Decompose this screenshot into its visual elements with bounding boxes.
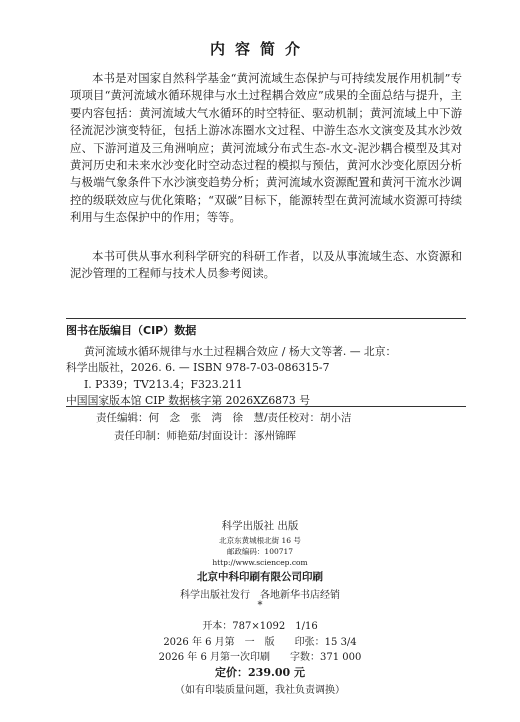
printing-line: 2026 年 6 月第一次印刷 字数：371 000 (158, 652, 362, 663)
intro-paragraph-2 (70, 248, 462, 283)
distribution-line: 科学出版社发行 各地新华书店经销 (180, 590, 340, 601)
format-line: 开本：787×1092 1/16 (202, 621, 318, 632)
printer-line: 北京中科印刷有限公司印刷 (197, 571, 323, 583)
cip-line-4: 中国国家版本馆 CIP 数据核字第 2026XZ6873 号 (66, 394, 311, 408)
edition-line: 2026 年 6 月第 一 版 印张：15 3/4 (163, 637, 357, 648)
quality-note: （如有印装质量问题，我社负责调换） (175, 685, 345, 696)
cip-line-1: 黄河流域水循环规律与水土过程耦合效应 / 杨大文等著. — 北京： (84, 344, 397, 358)
top-divider (66, 318, 466, 319)
publisher-website: http://www.sciencep.com (212, 558, 308, 567)
page-title: 内容简介 (209, 40, 310, 58)
cip-heading: 图书在版编目（CIP）数据 (66, 324, 197, 337)
publisher-postcode: 邮政编码：100717 (226, 547, 294, 556)
cip-line-3: I. P339；TV213.4；F323.211 (84, 377, 243, 391)
intro-text-2: 本书可供从事水利科学研究的科研工作者，以及从事流域生态、水资源和泥沙管理的工程师与技术人员参考阅读。 (70, 249, 462, 281)
price-line: 定价：239.00 元 (215, 666, 305, 679)
production-line: 责任印制：师艳茹/封面设计：涿州锦晖 (114, 430, 297, 442)
publisher-name: 科学出版社 出版 (221, 520, 299, 532)
editor-line: 责任编辑：何 念 张 湾 徐 慧/责任校对：胡小洁 (96, 412, 352, 424)
cip-line-2: 科学出版社，2026. 6. — ISBN 978-7-03-086315-7 (66, 361, 330, 375)
publisher-address: 北京东黄城根北街 16 号 (219, 536, 301, 545)
separator-star: * (257, 600, 263, 611)
bottom-divider (66, 406, 466, 407)
intro-text-1: 本书是对国家自然科学基金“黄河流域生态保护与可持续发展作用机制”专项项目“黄河流域水循环规律与水土过程耦合效应”成果的全面总结与提升，主要内容包括：黄河流域大气水循环的时空特征、驱动机制；黄河流域上中下游径流泥沙演变特征，包括上游冰冻圈水文过程、中游生态水文演变及其水沙效应、下游河道及三角洲响应；黄河流域分布式生态-水文-泥沙耦合模型及其对黄河历史和未来水沙变化时空动态过程的模拟与预估，黄河水沙变化原因分析与极端气象条件下水沙演变趋势分析；黄河流域水资源配置和黄河干流水沙调控的级联效应与优化策略；“双碳”目标下，能源转型在黄河流域水资源可持续利用与生态保护中的作用；等等。 (70, 71, 462, 225)
cip-block (66, 323, 466, 410)
intro-paragraph-1 (70, 70, 462, 227)
